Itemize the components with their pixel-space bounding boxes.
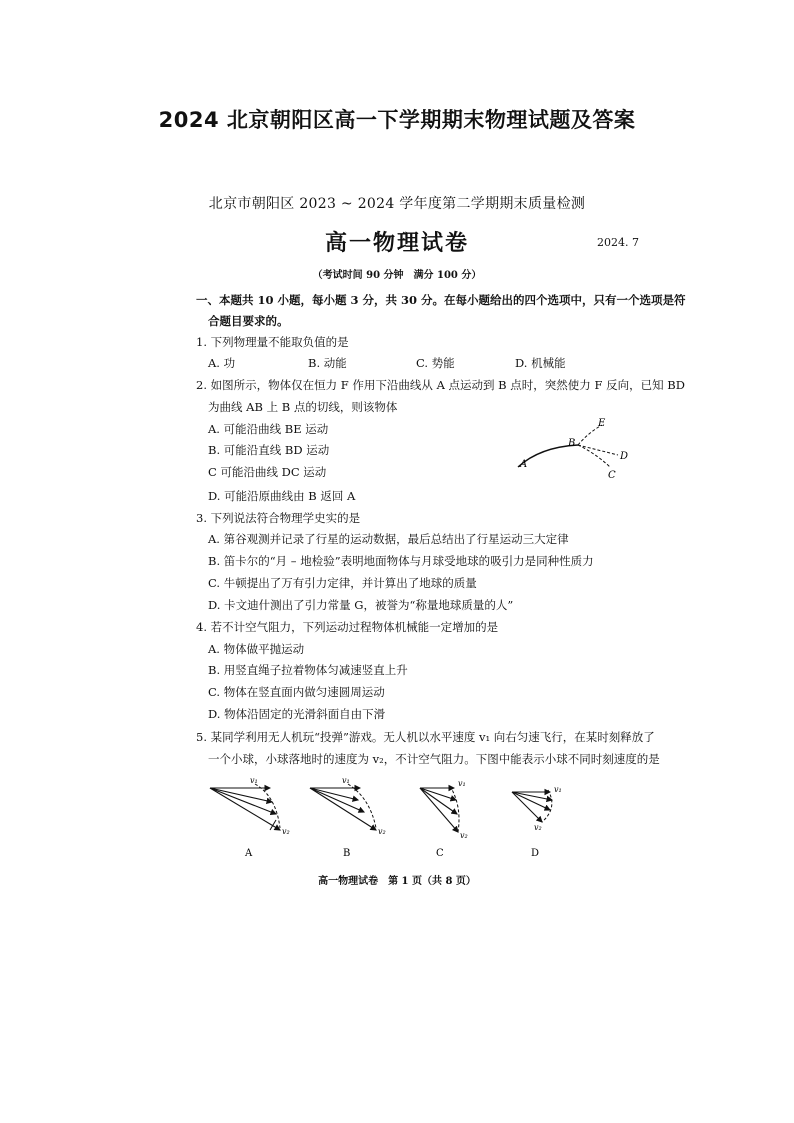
svg-text:v₁: v₁: [250, 776, 258, 785]
figure-b: [310, 776, 386, 859]
q2-option-b: B. 可能沿直线 BD 运动: [208, 443, 330, 457]
label-a: A: [520, 459, 528, 470]
q3-option-b: B. 笛卡尔的“月 – 地检验”表明地面物体与月球受地球的吸引力是同种性质力: [208, 554, 594, 568]
figure-c: [420, 779, 468, 859]
document-title: 2024 北京朝阳区高一下学期期末物理试题及答案: [158, 108, 636, 132]
q4-option-d: D. 物体沿固定的光滑斜面自由下滑: [208, 707, 386, 721]
label-e: E: [598, 418, 606, 429]
q4-option-a: A. 物体做平抛运动: [208, 642, 305, 656]
paper-title: 高一物理试卷: [324, 230, 469, 256]
q3-option-c: C. 牛顿提出了万有引力定律，并计算出了地球的质量: [208, 576, 477, 590]
figure-d: [512, 785, 562, 859]
label-b: B: [568, 438, 576, 449]
svg-text:v₂: v₂: [378, 827, 386, 836]
exam-info: （考试时间 90 分钟 满分 100 分）: [312, 270, 482, 281]
section-intro-line1: 一、本题共 10 小题，每小题 3 分，共 30 分。在每小题给出的四个选项中，只有一个选项是符: [196, 293, 686, 307]
figure-b-label: B: [343, 848, 351, 859]
q1-option-b: B. 动能: [308, 356, 347, 370]
q2-option-a: A. 可能沿曲线 BE 运动: [208, 422, 329, 436]
q2-stem-line1: 2. 如图所示，物体仅在恒力 F 作用下沿曲线从 A 点运动到 B 点时，突然使力 F 反向，已知 BD: [196, 378, 685, 392]
q3-option-d: D. 卡文迪什测出了引力常量 G，被誉为“称量地球质量的人”: [208, 598, 514, 612]
q5-velocity-figures: [200, 772, 600, 862]
page-footer: 高一物理试卷 第 1 页（共 8 页）: [318, 876, 476, 887]
label-d: D: [620, 451, 629, 462]
exam-date: 2024. 7: [597, 236, 639, 249]
figure-a-label: A: [245, 848, 253, 859]
q1-stem: 1. 下列物理量不能取负值的是: [196, 335, 349, 349]
svg-text:v₁: v₁: [342, 776, 350, 785]
q2-stem-line2: 为曲线 AB 上 B 点的切线，则该物体: [208, 400, 398, 414]
q3-option-a: A. 第谷观测并记录了行星的运动数据，最后总结出了行星运动三大定律: [208, 532, 569, 546]
figure-a: [210, 776, 290, 859]
q4-stem: 4. 若不计空气阻力，下列运动过程物体机械能一定增加的是: [196, 620, 499, 634]
exam-header: 北京市朝阳区 2023 ~ 2024 学年度第二学期期末质量检测: [208, 196, 586, 212]
q1-option-d: D. 机械能: [515, 356, 566, 370]
curve-bc: [578, 445, 610, 467]
q3-stem: 3. 下列说法符合物理学史实的是: [196, 511, 361, 525]
q1-option-c: C. 势能: [416, 356, 455, 370]
figure-d-label: D: [531, 848, 540, 859]
q4-option-c: C. 物体在竖直面内做匀速圆周运动: [208, 685, 385, 699]
svg-text:v₁: v₁: [554, 785, 562, 794]
q4-option-b: B. 用竖直绳子拉着物体匀减速竖直上升: [208, 663, 408, 677]
q1-option-a: A. 功: [208, 356, 236, 370]
svg-text:v₂: v₂: [282, 827, 290, 836]
line-bd: [578, 445, 618, 455]
q2-option-c: C 可能沿曲线 DC 运动: [208, 465, 327, 479]
q2-option-d: D. 可能沿原曲线由 B 返回 A: [208, 489, 356, 503]
section-intro-line2: 合题目要求的。: [208, 314, 289, 328]
q5-stem-line2: 一个小球，小球落地时的速度为 v₂，不计空气阻力。下图中能表示小球不同时刻速度的是: [208, 752, 660, 766]
svg-text:v₁: v₁: [458, 779, 466, 788]
q2-trajectory-figure: [510, 415, 640, 485]
label-c: C: [608, 470, 616, 481]
q5-stem-line1: 5. 某同学利用无人机玩“投弹”游戏。无人机以水平速度 v₁ 向右匀速飞行，在某时刻释放了: [196, 730, 655, 744]
svg-text:v₂: v₂: [460, 831, 468, 840]
figure-c-label: C: [436, 848, 444, 859]
svg-text:v₂: v₂: [534, 823, 542, 832]
